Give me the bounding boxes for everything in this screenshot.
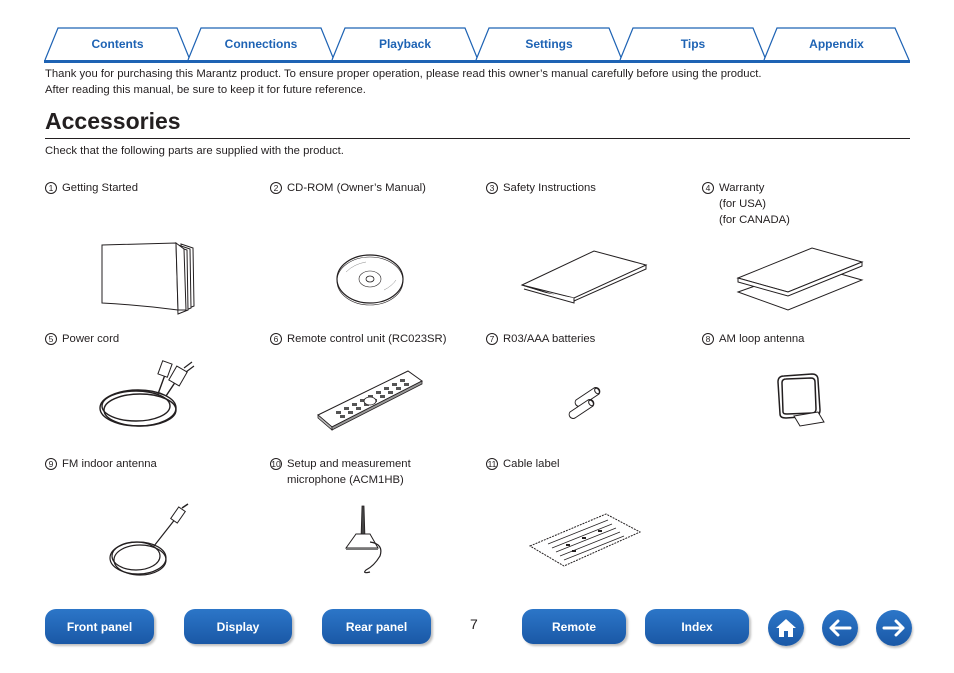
item-number: 8 <box>702 333 714 345</box>
tab-tips-label: Tips <box>680 36 706 51</box>
fm-antenna-icon <box>104 500 196 580</box>
cable-label-icon <box>526 510 644 572</box>
item-cd-rom <box>270 180 426 196</box>
item-label-line-2: microphone (ACM1HB) <box>287 474 404 486</box>
item-microphone <box>270 456 411 488</box>
item-number: 9 <box>45 458 57 470</box>
tab-contents[interactable] <box>44 27 191 60</box>
item-cable-label <box>486 456 560 472</box>
item-label: AM loop antenna <box>719 333 805 345</box>
display-button[interactable] <box>184 609 292 644</box>
intro-line-1: Thank you for purchasing this Marantz product. To ensure proper operation, please read this owner’s manual carefully before using the product. <box>45 68 762 80</box>
item-number: 2 <box>270 182 282 194</box>
intro-paragraph <box>45 66 915 98</box>
top-tab-bar <box>44 27 910 63</box>
item-label: Warranty <box>719 182 765 194</box>
tab-settings-label: Settings <box>525 36 573 51</box>
tab-connections-label: Connections <box>224 36 298 51</box>
item-sublabel-canada: (for CANADA) <box>719 214 790 226</box>
item-label: FM indoor antenna <box>62 458 157 470</box>
remote-label: Remote <box>551 619 596 634</box>
booklet-icon <box>98 240 198 318</box>
home-button[interactable] <box>768 610 804 646</box>
item-number: 6 <box>270 333 282 345</box>
item-sublabel-usa: (for USA) <box>719 198 767 210</box>
item-number: 3 <box>486 182 498 194</box>
tab-playback[interactable] <box>331 27 479 60</box>
tab-appendix-label: Appendix <box>809 36 864 51</box>
tab-tips[interactable] <box>619 27 767 60</box>
back-arrow-icon <box>827 618 853 638</box>
item-label: Safety Instructions <box>503 182 596 194</box>
item-number: 11 <box>487 459 497 469</box>
item-number: 5 <box>45 333 57 345</box>
item-number: 10 <box>271 459 281 469</box>
item-remote-control <box>270 331 446 347</box>
item-safety-instructions <box>486 180 596 196</box>
batteries-icon <box>564 382 608 420</box>
item-label: Getting Started <box>62 182 138 194</box>
intro-line-2: After reading this manual, be sure to keep it for future reference. <box>45 84 366 96</box>
back-button[interactable] <box>822 610 858 646</box>
tab-settings[interactable] <box>475 27 623 60</box>
page-title: Accessories <box>45 108 181 134</box>
am-loop-antenna-icon <box>772 370 828 430</box>
microphone-icon <box>336 500 396 580</box>
item-batteries <box>486 331 595 347</box>
item-number: 4 <box>702 182 714 194</box>
title-divider <box>45 138 910 139</box>
remote-button[interactable] <box>522 609 626 644</box>
item-getting-started <box>45 180 138 196</box>
cd-rom-icon <box>334 250 410 308</box>
index-label: Index <box>681 619 713 634</box>
tab-contents-label: Contents <box>91 36 144 51</box>
item-label: Remote control unit (RC023SR) <box>287 333 447 345</box>
item-label: CD-ROM (Owner’s Manual) <box>287 182 426 194</box>
index-button[interactable] <box>645 609 749 644</box>
item-power-cord <box>45 331 119 347</box>
item-fm-indoor-antenna <box>45 456 157 472</box>
tab-playback-label: Playback <box>378 36 432 51</box>
front-panel-label: Front panel <box>66 619 133 634</box>
front-panel-button[interactable] <box>45 609 154 644</box>
folded-sheet-icon <box>518 245 650 307</box>
forward-arrow-icon <box>881 618 907 638</box>
home-icon <box>774 617 798 639</box>
tab-appendix[interactable] <box>763 27 910 60</box>
page-number: 7 <box>470 616 478 632</box>
item-number: 7 <box>486 333 498 345</box>
tab-connections[interactable] <box>187 27 335 60</box>
item-warranty <box>702 180 790 228</box>
rear-panel-button[interactable] <box>322 609 431 644</box>
item-label: Setup and measurement <box>287 458 411 470</box>
display-label: Display <box>216 619 260 634</box>
item-label: Cable label <box>503 458 560 470</box>
item-number: 1 <box>45 182 57 194</box>
rear-panel-label: Rear panel <box>345 619 408 634</box>
power-cord-icon <box>96 358 206 432</box>
warranty-sheets-icon <box>734 244 866 312</box>
check-text: Check that the following parts are supplied with the product. <box>45 145 344 157</box>
item-label: Power cord <box>62 333 120 345</box>
remote-control-icon <box>312 365 426 431</box>
item-am-loop-antenna <box>702 331 804 347</box>
forward-button[interactable] <box>876 610 912 646</box>
item-label: R03/AAA batteries <box>503 333 596 345</box>
